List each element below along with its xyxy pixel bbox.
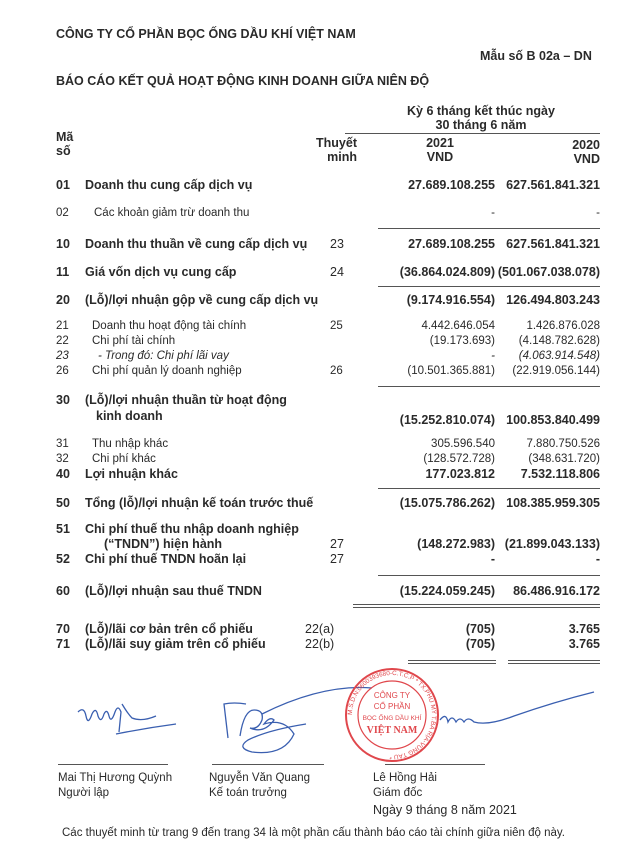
footer-note: Các thuyết minh từ trang 9 đến trang 34 là một phần cấu thành báo cáo tài chính giữa niên độ này. (62, 827, 565, 839)
row-value-2020: 7.532.118.806 (520, 467, 600, 481)
row-note: 25 (330, 320, 343, 332)
row-value-2021: 305.596.540 (431, 438, 495, 450)
row-code: 11 (56, 265, 70, 279)
row-value-2020: 627.561.841.321 (506, 237, 600, 251)
row-value-2020: (348.631.720) (528, 453, 600, 465)
row-label: Các khoản giảm trừ doanh thu (94, 207, 250, 219)
row-label-continued: (“TNDN”) hiện hành (104, 537, 223, 551)
form-code: Mẫu số B 02a – DN (480, 49, 592, 63)
row-code: 01 (56, 178, 70, 192)
row-label: Chi phí khác (92, 453, 156, 465)
row-note: 22(b) (305, 637, 335, 651)
row-code: 10 (56, 237, 70, 251)
signatory-name: Lê Hồng Hải (373, 772, 437, 784)
row-value-2021: (705) (465, 637, 495, 651)
subtotal-rule (483, 575, 600, 576)
row-note: 23 (330, 237, 344, 251)
subtotal-rule (378, 386, 496, 387)
row-code: 20 (56, 293, 70, 307)
row-value-2020: (4.063.914.548) (518, 350, 600, 362)
row-label: Chi phí tài chính (92, 335, 176, 347)
currency-2020-header: VND (573, 152, 600, 166)
note-header-line1: Thuyết (316, 136, 357, 150)
row-label: Lợi nhuận khác (85, 467, 178, 481)
row-value-2020: 108.385.959.305 (506, 496, 600, 510)
period-header-rule (345, 133, 600, 134)
row-label: (Lỗ)/lãi suy giảm trên cổ phiếu (85, 637, 266, 651)
note-header-line2: minh (327, 150, 357, 164)
row-value-2020: (21.899.043.133) (504, 537, 600, 551)
row-value-2020: (22.919.056.144) (512, 365, 600, 377)
row-value-2021: (15.075.786.262) (399, 496, 495, 510)
row-value-2020: 3.765 (568, 622, 600, 636)
stamp-line1: CÔNG TY (373, 691, 411, 700)
subtotal-rule (378, 228, 496, 229)
period-header-line1: Kỳ 6 tháng kết thúc ngày (407, 104, 555, 118)
row-value-2021: (128.572.728) (423, 453, 495, 465)
row-code: 40 (56, 467, 70, 481)
year-2021-header: 2021 (426, 136, 454, 150)
row-value-2021: (15.224.059.245) (399, 584, 495, 598)
eps-double-rule (508, 660, 600, 664)
row-label: (Lỗ)/lợi nhuận gộp về cung cấp dịch vụ (85, 293, 319, 307)
signing-date: Ngày 9 tháng 8 năm 2021 (373, 803, 517, 817)
signatory-name: Mai Thị Hương Quỳnh (58, 772, 173, 784)
row-value-2020: - (596, 207, 600, 219)
signature-line (212, 764, 324, 765)
row-value-2021: 177.023.812 (425, 467, 495, 481)
row-value-2021: 4.442.646.054 (421, 320, 495, 332)
company-stamp (346, 669, 439, 762)
row-code: 52 (56, 552, 70, 566)
total-double-rule (455, 604, 600, 608)
row-value-2021: (148.272.983) (417, 537, 495, 551)
row-note: 26 (330, 365, 343, 377)
row-note: 27 (330, 552, 344, 566)
row-label: - Trong đó: Chi phí lãi vay (98, 350, 229, 362)
row-value-2020: 100.853.840.499 (506, 413, 600, 427)
row-value-2021: (10.501.365.881) (407, 365, 495, 377)
subtotal-rule (378, 488, 496, 489)
row-label: Doanh thu hoạt động tài chính (92, 320, 247, 332)
row-note: 27 (330, 537, 344, 551)
signatory-title: Giám đốc (373, 787, 423, 799)
signature-director (440, 692, 594, 723)
row-value-2021: - (491, 350, 495, 362)
row-label: Chi phí quản lý doanh nghiệp (92, 365, 242, 377)
code-header-line1: Mã (56, 130, 74, 144)
stamp-line3: BỌC ỐNG DẦU KHÍ (362, 715, 422, 722)
row-code: 30 (56, 393, 70, 407)
row-code: 50 (56, 496, 70, 510)
row-label-continued: kinh doanh (96, 409, 163, 423)
row-label: Thu nhập khác (92, 438, 169, 450)
stamp-line2: CỔ PHẦN (373, 702, 411, 711)
company-name: CÔNG TY CỔ PHẦN BỌC ỐNG DẦU KHÍ VIỆT NAM (56, 27, 356, 41)
row-code: 71 (56, 637, 70, 651)
row-code: 31 (56, 438, 69, 450)
row-label: Tổng (lỗ)/lợi nhuận kế toán trước thuế (85, 496, 314, 510)
currency-2021-header: VND (426, 150, 454, 164)
row-label: Doanh thu cung cấp dịch vụ (85, 178, 253, 192)
row-value-2020: 3.765 (568, 637, 600, 651)
row-code: 32 (56, 453, 69, 465)
subtotal-rule (483, 228, 600, 229)
row-note: 22(a) (305, 622, 335, 636)
stamp-ring-text: M.S.D.N:0600393680-C.T.C.P * TX.PHÚ MỸ T.BÀ RỊA-VŨNG TÀU * (346, 669, 438, 761)
row-code: 22 (56, 335, 69, 347)
row-label: (Lỗ)/lợi nhuận thuần từ hoạt động (85, 393, 287, 407)
row-label: Chi phí thuế thu nhập doanh nghiệp (85, 522, 299, 536)
row-value-2021: (705) (465, 622, 495, 636)
subtotal-rule (483, 286, 600, 287)
signature-preparer (78, 704, 176, 734)
row-value-2020: 1.426.876.028 (526, 320, 600, 332)
row-code: 02 (56, 207, 69, 219)
row-code: 60 (56, 584, 70, 598)
row-value-2020: - (595, 552, 600, 566)
subtotal-rule (483, 488, 600, 489)
signatory-name: Nguyễn Văn Quang (209, 772, 311, 784)
row-label: Doanh thu thuần về cung cấp dịch vụ (85, 237, 308, 251)
eps-double-rule (408, 660, 496, 664)
row-value-2021: 27.689.108.255 (408, 237, 495, 251)
row-label: Chi phí thuế TNDN hoãn lại (85, 552, 247, 566)
row-code: 51 (56, 522, 70, 536)
subtotal-rule (378, 286, 496, 287)
stamp-line4: VIỆT NAM (366, 725, 418, 736)
row-code: 70 (56, 622, 70, 636)
row-value-2021: (36.864.024.809) (399, 265, 495, 279)
signature-line (58, 764, 168, 765)
row-code: 26 (56, 365, 69, 377)
row-value-2020: 627.561.841.321 (506, 178, 600, 192)
row-value-2021: (9.174.916.554) (406, 293, 495, 307)
row-code: 21 (56, 320, 69, 332)
row-value-2020: (501.067.038.078) (497, 265, 600, 279)
signature-line (385, 764, 485, 765)
row-value-2020: 86.486.916.172 (513, 584, 600, 598)
row-value-2021: - (490, 552, 495, 566)
row-label: (Lỗ)/lãi cơ bản trên cổ phiếu (85, 622, 253, 636)
report-title: BÁO CÁO KẾT QUẢ HOẠT ĐỘNG KINH DOANH GIỮA NIÊN ĐỘ (56, 74, 430, 88)
row-code: 23 (56, 350, 69, 362)
row-value-2021: (15.252.810.074) (399, 413, 495, 427)
subtotal-rule (483, 386, 600, 387)
signatures-and-stamp (0, 668, 639, 764)
row-value-2020: (4.148.782.628) (518, 335, 600, 347)
signatory-title: Người lập (58, 787, 110, 799)
code-header-line2: số (56, 144, 71, 158)
row-label: Giá vốn dịch vụ cung cấp (85, 265, 237, 279)
year-2020-header: 2020 (572, 138, 600, 152)
row-label: (Lỗ)/lợi nhuận sau thuế TNDN (85, 584, 262, 598)
row-value-2020: 126.494.803.243 (506, 293, 600, 307)
signatory-title: Kế toán trưởng (209, 787, 287, 799)
subtotal-rule (378, 575, 496, 576)
period-header-line2: 30 tháng 6 năm (435, 118, 527, 132)
row-value-2021: 27.689.108.255 (408, 178, 495, 192)
row-value-2020: 7.880.750.526 (526, 438, 600, 450)
row-value-2021: (19.173.693) (429, 335, 495, 347)
row-value-2021: - (491, 207, 495, 219)
row-note: 24 (330, 265, 344, 279)
